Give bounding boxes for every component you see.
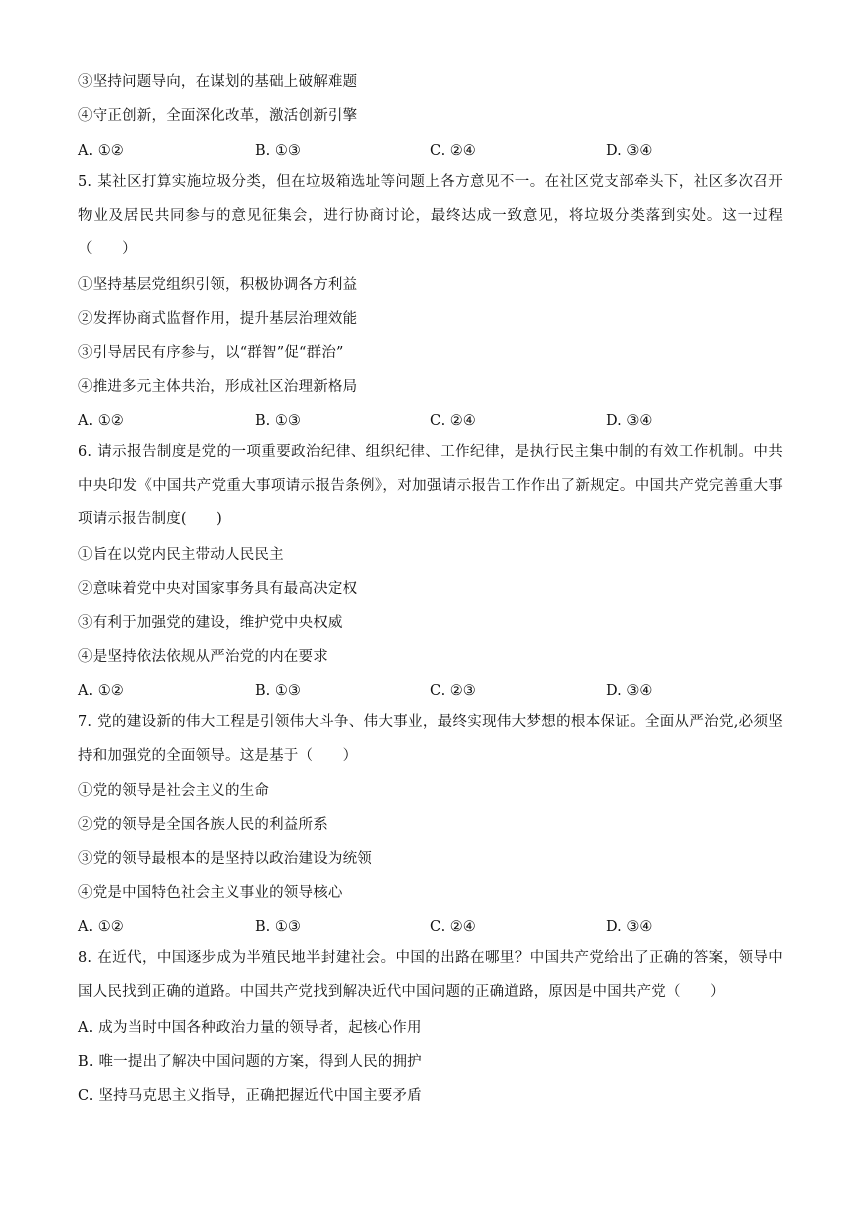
- q4-option-4: ④守正创新，全面深化改革，激活创新引擎: [78, 108, 358, 124]
- q7-choices: [78, 917, 778, 937]
- q6-choice-a: A. ①②: [78, 683, 124, 699]
- q4-choice-a: A. ①②: [78, 143, 124, 159]
- q7-choice-d: D. ③④: [606, 919, 653, 935]
- q4-choice-c: C. ②④: [430, 143, 476, 159]
- q6-option-3: ③有利于加强党的建设，维护党中央权威: [78, 615, 343, 631]
- q4-choice-d: D. ③④: [606, 143, 653, 159]
- q5-choice-b: B. ①③: [255, 413, 301, 429]
- q4-choices: [78, 141, 778, 161]
- q4-choice-b: B. ①③: [255, 143, 301, 159]
- q6-choice-b: B. ①③: [255, 683, 301, 699]
- q5-stem: 5. 某社区打算实施垃圾分类，但在垃圾箱选址等问题上各方意见不一。在社区党支部牵头下，社区多次召开物业及居民共同参与的意见征集会，进行协商讨论，最终达成一致意见，将垃圾分类落到实处。这一过程（ ）: [78, 174, 783, 257]
- q6-choices: [78, 681, 778, 701]
- q5-choices: [78, 411, 778, 431]
- q5-choice-c: C. ②④: [430, 413, 476, 429]
- q6-option-2: ②意味着党中央对国家事务具有最高决定权: [78, 581, 358, 597]
- q7-choice-c: C. ②④: [430, 919, 476, 935]
- q5-option-1: ①坚持基层党组织引领，积极协调各方利益: [78, 277, 358, 293]
- q5-option-2: ②发挥协商式监督作用，提升基层治理效能: [78, 311, 358, 327]
- q5-option-3: ③引导居民有序参与，以“群智”促“群治”: [78, 345, 344, 361]
- q7-choice-a: A. ①②: [78, 919, 124, 935]
- q6-option-1: ①旨在以党内民主带动人民民主: [78, 547, 284, 563]
- q8-option-b: B. 唯一提出了解决中国问题的方案，得到人民的拥护: [78, 1054, 422, 1070]
- q5-option-4: ④推进多元主体共治，形成社区治理新格局: [78, 379, 358, 395]
- q7-option-2: ②党的领导是全国各族人民的利益所系: [78, 817, 328, 833]
- q5-choice-a: A. ①②: [78, 413, 124, 429]
- q7-option-4: ④党是中国特色社会主义事业的领导核心: [78, 885, 343, 901]
- q4-option-3: ③坚持问题导向，在谋划的基础上破解难题: [78, 74, 358, 90]
- q7-choice-b: B. ①③: [255, 919, 301, 935]
- q6-choice-d: D. ③④: [606, 683, 653, 699]
- q7-option-1: ①党的领导是社会主义的生命: [78, 783, 270, 799]
- q7-option-3: ③党的领导最根本的是坚持以政治建设为统领: [78, 851, 372, 867]
- q8-option-a: A. 成为当时中国各种政治力量的领导者，起核心作用: [78, 1020, 422, 1036]
- q6-choice-c: C. ②③: [430, 683, 476, 699]
- q6-option-4: ④是坚持依法依规从严治党的内在要求: [78, 649, 328, 665]
- q5-choice-d: D. ③④: [606, 413, 653, 429]
- q6-stem: 6. 请示报告制度是党的一项重要政治纪律、组织纪律、工作纪律，是执行民主集中制的有效工作机制。中共中央印发《中国共产党重大事项请示报告条例》，对加强请示报告工作作出了新规定。中国共产党完善重大事项请示报告制度( ): [78, 444, 783, 527]
- q8-option-c: C. 坚持马克思主义指导，正确把握近代中国主要矛盾: [78, 1088, 422, 1104]
- q7-stem: 7. 党的建设新的伟大工程是引领伟大斗争、伟大事业，最终实现伟大梦想的根本保证。全面从严治党,必须坚持和加强党的全面领导。这是基于（ ）: [78, 714, 783, 764]
- q8-stem: 8. 在近代，中国逐步成为半殖民地半封建社会。中国的出路在哪里？中国共产党给出了正确的答案，领导中国人民找到正确的道路。中国共产党找到解决近代中国问题的正确道路，原因是中国共产党（ ）: [78, 950, 783, 1000]
